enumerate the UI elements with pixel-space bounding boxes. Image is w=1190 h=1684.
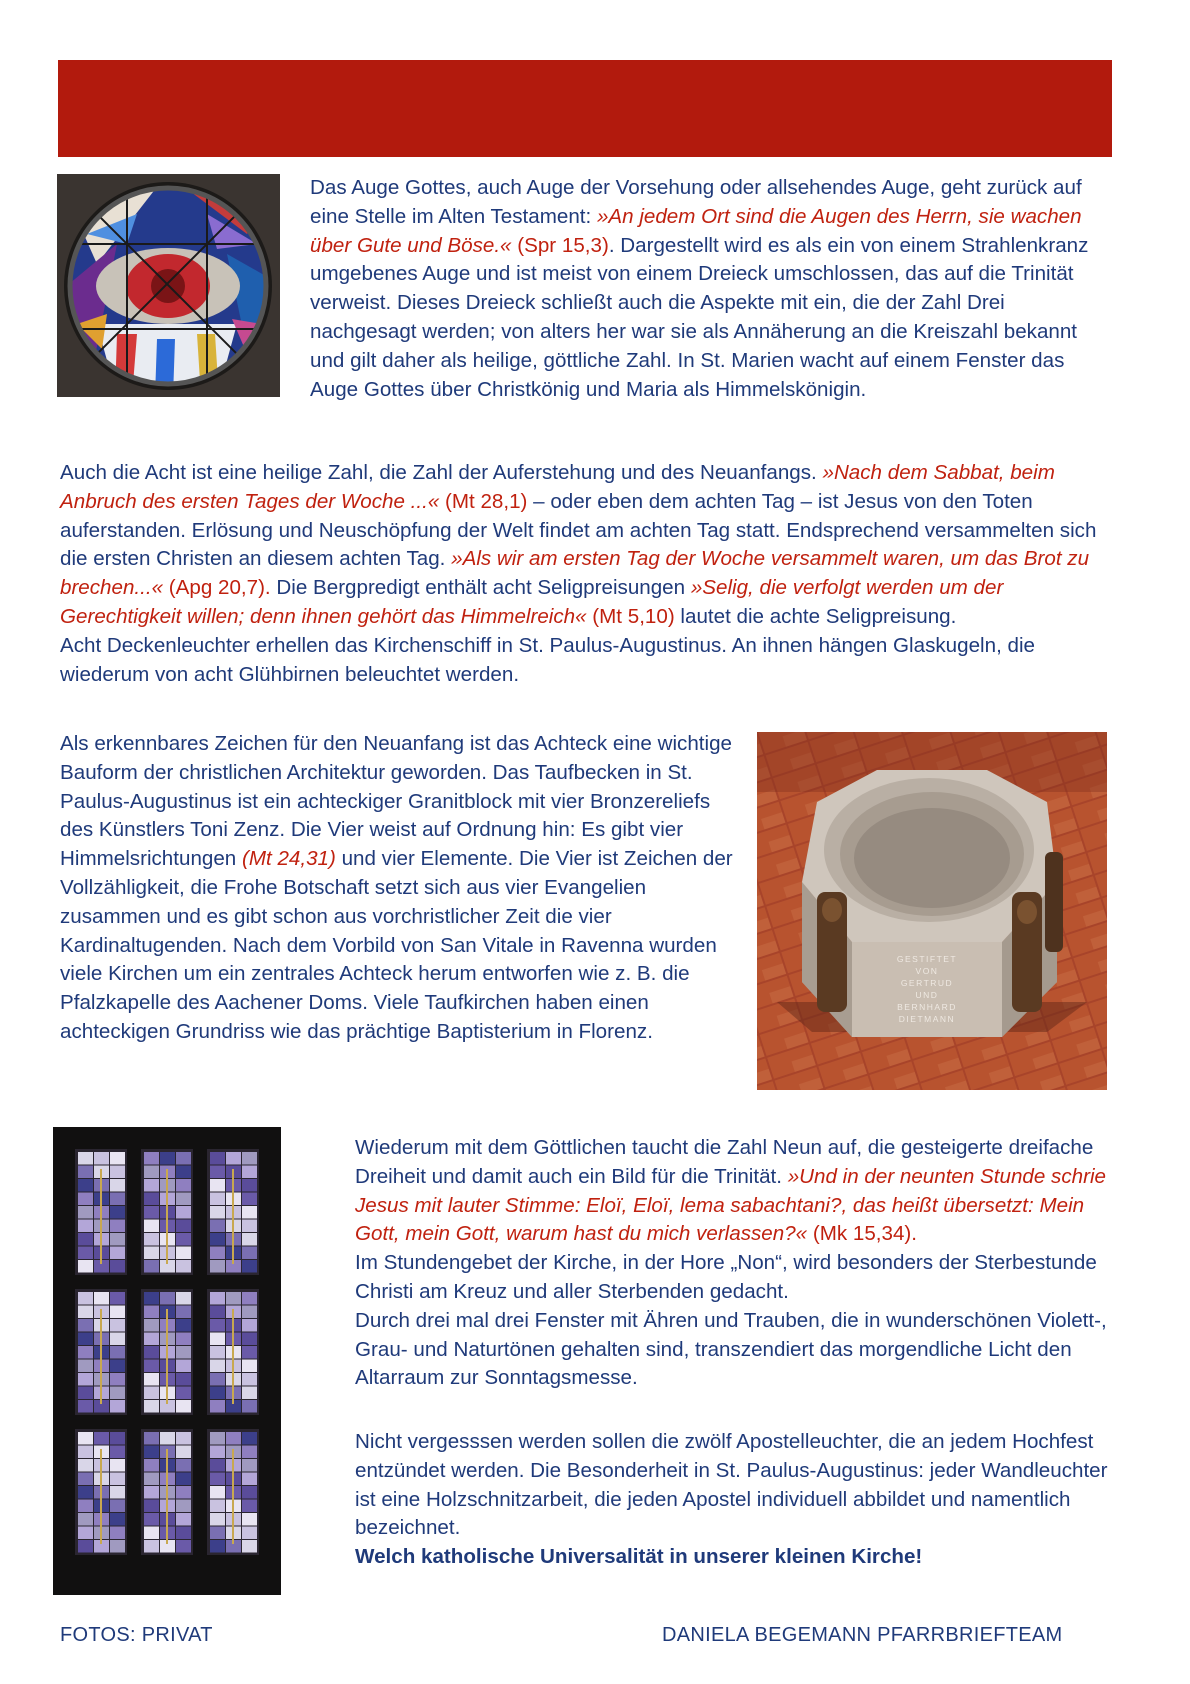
photo-credit: FOTOS: PRIVAT <box>60 1624 213 1646</box>
window-pane <box>207 1149 259 1275</box>
p2-quote-1: »Nach dem Sabbat, beim Anbruch des ersten Tages der Woche ...« <box>60 461 1055 513</box>
header-banner <box>58 60 1112 157</box>
p4-text-c: Durch drei mal drei Fenster mit Ähren und Trauben, die in wunderschönen Violett-, Grau- und Naturtönen gehalten sind, transzendiert das morgendliche Licht den Altarraum zur Sonntagsmesse. <box>355 1308 1107 1390</box>
paragraph-number-nine <box>355 1134 1110 1393</box>
window-pane <box>75 1429 127 1555</box>
p2-reference-1: (Mt 28,1) <box>439 489 528 513</box>
p3-text-b: und vier Elemente. Die Vier ist Zeichen der Vollzähligkeit, die Frohe Botschaft setzt sich aus vier Evangelien zusammen und es gibt schon aus vorchristlicher Zeit die vier Kardinaltugenden. Nach dem Vorbild von San Vitale in Ravenna wurden viele Kirchen um ein zentrales Achteck herum entworfen wie z. B. die Pfalzkapelle des Aachener Doms. Viele Taufkirchen haben einen achteckigen Grundriss wie das prächtige Baptisterium in Florenz. <box>60 847 733 1043</box>
p2-text-a: Auch die Acht ist eine heilige Zahl, die Zahl der Auferstehung und des Neuanfangs. <box>60 461 823 484</box>
stained-glass-eye-image <box>57 174 280 397</box>
paragraph-eye-of-god <box>310 174 1110 404</box>
p2-reference-3: (Mt 5,10) <box>586 604 675 628</box>
window-pane <box>141 1429 193 1555</box>
paragraph-apostle-candles <box>355 1428 1110 1572</box>
p2-text-c: Die Bergpredigt enthält acht Seligpreisungen <box>270 576 691 600</box>
p2-text-b: – oder eben dem achten Tag – ist Jesus von den Toten auferstanden. Erlösung und Neuschöpfung der Welt findet am achten Tag statt. Endsprechend versammelten sich die ersten Christen an diesem achten Tag. <box>60 489 1097 571</box>
font-inscription-line6: DIETMANN <box>898 1014 956 1024</box>
p4-text-a: Wiederum mit dem Göttlichen taucht die Zahl Neun auf, die gesteigerte dreifache Dreiheit und damit auch ein Bild für die Trinität. <box>355 1136 1094 1188</box>
nine-windows-image <box>53 1127 281 1595</box>
p1-text-b: . Dargestellt wird es als ein von einem Strahlenkranz umgebenes Auge und ist meist von einem Dreieck umschlossen, das auf die Trinität verweist. Dieses Dreieck schließt auch die Aspekte mit ein, die der Zahl Drei nachgesagt werden; von alters her war sie als Annäherung an die Kreiszahl bekannt und gilt daher als heilige, göttliche Zahl. In St. Marien wacht auf einem Fenster das Auge Gottes über Christkönig und Maria als Himmelskönigin. <box>310 233 1089 401</box>
p1-reference: (Spr 15,3) <box>511 233 609 257</box>
p2-reference-2: (Apg 20,7). <box>163 576 271 600</box>
p5-text-a: Nicht vergesssen werden sollen die zwölf Apostelleuchter, die an jedem Hochfest entzündet werden. Die Besonderheit in St. Paulus-Augustinus: jeder Wandleuchter ist eine Holzschnitzarbeit, die jeden Apostel individuell abbildet und namentlich bezeichnet. <box>355 1430 1108 1540</box>
font-inscription-line1: GESTIFTET <box>896 954 958 964</box>
p4-quote: »Und in der neunten Stunde schrie Jesus mit lauter Stimme: Eloï, Eloï, lema sabachtani?, das heißt übersetzt: Mein Gott, mein Gott, warum hast du mich verlassen?« <box>355 1164 1106 1246</box>
window-pane <box>141 1289 193 1415</box>
paragraph-number-eight <box>60 459 1110 689</box>
window-pane <box>207 1289 259 1415</box>
font-inscription-line2: VON <box>915 966 939 976</box>
window-pane <box>75 1149 127 1275</box>
p2-text-e: Acht Deckenleuchter erhellen das Kirchenschiff in St. Paulus-Augustinus. An ihnen hängen Glaskugeln, die wiederum von acht Glühbirnen beleuchtet werden. <box>60 633 1035 686</box>
p1-quote: »An jedem Ort sind die Augen des Herrn, sie wachen über Gute und Böse.« <box>310 204 1082 257</box>
font-inscription-line5: BERNHARD <box>897 1002 957 1012</box>
p4-reference: (Mk 15,34). <box>807 1222 917 1246</box>
p3-quote: (Mt 24,31) <box>241 847 336 871</box>
author-credit: DANIELA BEGEMANN PFARRBRIEFTEAM <box>662 1624 1063 1646</box>
p2-text-d: lautet die achte Seligpreisung. <box>674 604 957 628</box>
p4-text-b: Im Stundengebet der Kirche, in der Hore „Non“, wird besonders der Sterbestunde Christi am Kreuz und aller Sterbenden gedacht. <box>355 1251 1097 1303</box>
font-inscription-line3: GERTRUD <box>900 978 954 988</box>
p2-quote-3: »Selig, die verfolgt werden um der Gerechtigkeit willen; denn ihnen gehört das Himmelreich« <box>60 576 1004 628</box>
p2-quote-2: »Als wir am ersten Tag der Woche versammelt waren, um das Brot zu brechen...« <box>60 547 1090 600</box>
font-inscription-line4: UND <box>915 990 939 1000</box>
baptismal-font-image <box>757 732 1107 1090</box>
window-pane <box>207 1429 259 1555</box>
p5-closing-statement: Welch katholische Universalität in unserer kleinen Kirche! <box>355 1545 923 1569</box>
window-pane <box>75 1289 127 1415</box>
paragraph-octagon <box>60 730 740 1047</box>
window-pane <box>141 1149 193 1275</box>
p1-text-a: Das Auge Gottes, auch Auge der Vorsehung oder allsehendes Auge, geht zurück auf eine Stelle im Alten Testament: <box>310 176 1082 228</box>
p3-text-a: Als erkennbares Zeichen für den Neuanfang ist das Achteck eine wichtige Bauform der christlichen Architektur geworden. Das Taufbecken in St. Paulus-Augustinus ist ein achteckiger Granitblock mit vier Bronzereliefs des Künstlers Toni Zenz. Die Vier weist auf Ordnung hin: Es gibt vier Himmelsrichtungen <box>60 732 732 871</box>
